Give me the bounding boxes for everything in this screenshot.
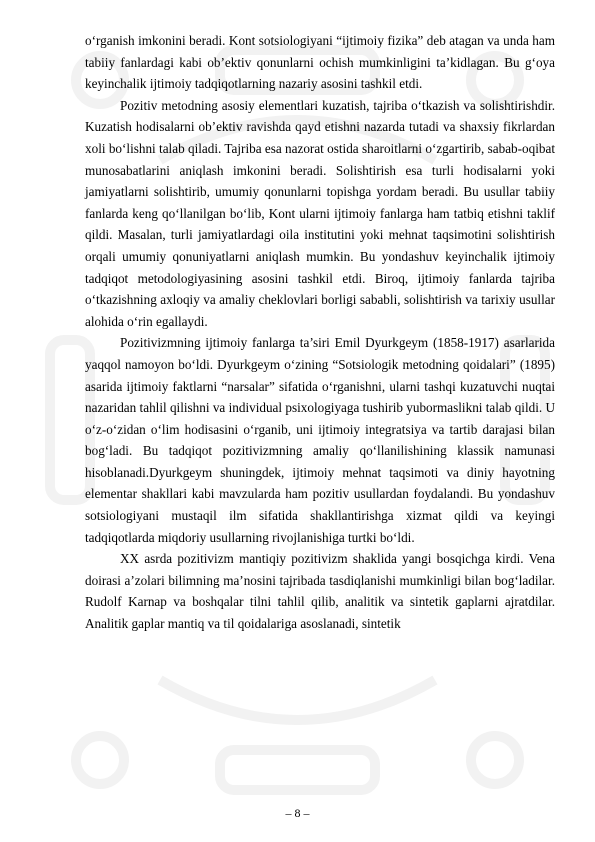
paragraph-1: o‘rganish imkonini beradi. Kont sotsiologiyani “ijtimoiy fizika” deb atagan va unda ham tabiiy fanlardagi kabi ob’ektiv qonunlarni ochish mumkinligini ta’kidlagan. Bu g‘oya keyinchalik ijtimoiy tadqiqotlarning nazariy asosini tashkil etdi. <box>85 33 555 92</box>
body-text <box>85 30 555 635</box>
paragraph-2: Pozitiv metodning asosiy elementlari kuzatish, tajriba o‘tkazish va solishtirishdir. Kuzatish hodisalarni ob’ektiv ravishda qayd etishni nazarda tutadi va shaxsiy fikrlardan xoli bo‘lishni talab qiladi. Tajriba esa nazorat ostida sharoitlarni o‘zgartirib, sabab-oqibat munosabatlarini aniqlash imkonini beradi. Solishtirish esa turli hodisalarni yoki jamiyatlarni solishtirib, umumiy qonunlarni topishga yordam beradi. Bu usullar tabiiy fanlarda keng qo‘llanilgan bo‘lib, Kont ularni ijtimoiy fanlarga ham tatbiq etishni taklif qildi. Masalan, turli jamiyatlardagi oila institutini yoki mehnat taqsimotini solishtirish orqali umumiy qonuniyatlarni aniqlash mumkin. Bu yondashuv keyinchalik ijtimoiy tadqiqot metodologiyasining asosini tashkil etdi. Biroq, ijtimoiy fanlarda tajriba o‘tkazishning axloqiy va amaliy cheklovlari borligi sababli, solishtirish va tarixiy usullar alohida o‘rin egallaydi. <box>85 97 555 329</box>
paragraph-4: XX asrda pozitivizm mantiqiy pozitivizm shaklida yangi bosqichga kirdi. Vena doirasi a’zolari bilimning ma’nosini tajribada tasdiqlanishi mumkinligi bilan bog‘ladilar. Rudolf Karnap va boshqalar tilni tahlil qilib, analitik va sintetik gaplarni ajratdilar. Analitik gaplar mantiq va til qoidalariga asoslanadi, sintetik <box>85 551 555 632</box>
page-number: – 8 – <box>285 806 310 820</box>
paragraph-3: Pozitivizmning ijtimoiy fanlarga ta’siri Emil Dyurkgeym (1858-1917) asarlarida yaqqol namoyon bo‘ldi. Dyurkgeym o‘zining “Sotsiologik metodning qoidalari” (1895) asarida ijtimoiy faktlarni “narsalar” sifatida o‘rganishni, ularni tashqi kuzatuvchi nuqtai nazaridan tahlil qilishni va individual psixologiyaga tushirib yubormaslikni talab qildi. U o‘z-o‘zidan o‘lim hodisasini o‘rganib, uni ijtimoiy integratsiya va tartib darajasi bilan bog‘ladi. Bu tadqiqot pozitivizmning amaliy qo‘llanilishining klassik namunasi hisoblanadi.Dyurkgeym shuningdek, ijtimoiy mehnat taqsimoti va diniy hayotning elementar shakllari kabi mavzularda ham pozitiv usullardan foydalandi. Bu yondashuv sotsiologiyani mustaqil ilm sifatida shakllantirishga xizmat qildi va keyingi tadqiqotlarda miqdoriy usullarning rivojlanishiga turtki bo‘ldi. <box>85 335 555 545</box>
